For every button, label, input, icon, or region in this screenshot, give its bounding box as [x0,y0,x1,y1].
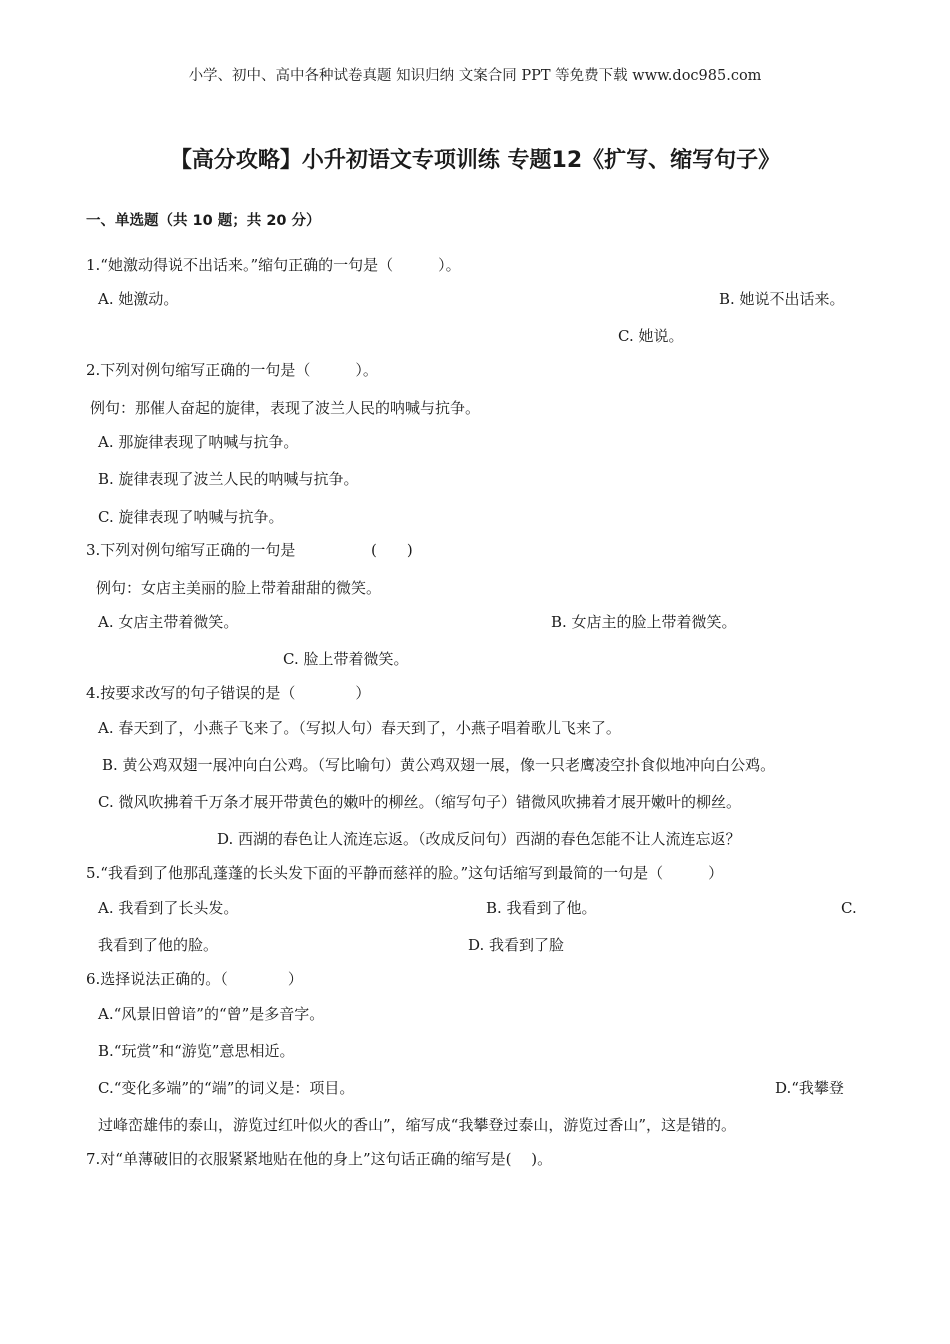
question-6-option-b: B.“玩赏”和“游览”意思相近。 [98,1042,295,1060]
question-4-stem: 4.按要求改写的句子错误的是（ ） [86,684,371,702]
question-1-option-b: B. 她说不出话来。 [719,290,845,308]
question-2-option-b: B. 旋律表现了波兰人民的呐喊与抗争。 [98,470,359,488]
question-2-option-c: C. 旋律表现了呐喊与抗争。 [98,508,284,526]
question-1-option-c: C. 她说。 [618,327,684,345]
question-4-option-d: D. 西湖的春色让人流连忘返。（改成反问句）西湖的春色怎能不让人流连忘返？ [217,830,741,848]
question-1-stem: 1.“她激动得说不出话来。”缩句正确的一句是（ ）。 [86,256,461,274]
question-3-example: 例句：女店主美丽的脸上带着甜甜的微笑。 [96,579,382,597]
question-4-option-a: A. 春天到了，小燕子飞来了。（写拟人句）春天到了，小燕子唱着歌儿飞来了。 [98,719,621,737]
section-heading: 一、单选题（共 10 题；共 20 分） [86,213,321,229]
question-2-stem: 2.下列对例句缩写正确的一句是（ ）。 [86,361,378,379]
question-4-option-b: B. 黄公鸡双翅一展冲向白公鸡。（写比喻句）黄公鸡双翅一展，像一只老鹰凌空扑食似地冲向白公鸡。 [102,756,776,774]
document-title: 【高分攻略】小升初语文专项训练 专题12《扩写、缩写句子》 [169,148,781,173]
question-5-option-c-text: 我看到了他的脸。 [98,936,219,954]
question-6-option-c: C.“变化多端”的“端”的词义是：项目。 [98,1079,355,1097]
question-1-option-a: A. 她激动。 [98,290,179,308]
question-2-example: 例句：那催人奋起的旋律，表现了波兰人民的呐喊与抗争。 [90,399,481,417]
question-6-option-d-continuation: 过峰峦雄伟的泰山，游览过红叶似火的香山”，缩写成“我攀登过泰山，游览过香山”，这是错的。 [98,1116,737,1134]
question-3-option-b: B. 女店主的脸上带着微笑。 [551,613,737,631]
question-6-stem: 6.选择说法正确的。（ ） [86,970,303,988]
question-5-option-c-label: C. [841,899,857,917]
question-6-option-d-label: D.“我攀登 [775,1079,844,1097]
question-5-option-a: A. 我看到了长头发。 [98,899,239,917]
question-5-option-b: B. 我看到了他。 [486,899,597,917]
question-3-answer-blank: ( ) [371,541,413,559]
question-2-option-a: A. 那旋律表现了呐喊与抗争。 [98,433,299,451]
question-4-option-c: C. 微风吹拂着千万条才展开带黄色的嫩叶的柳丝。（缩写句子）错微风吹拂着才展开嫩叶的柳丝。 [98,793,741,811]
page-header: 小学、初中、高中各种试卷真题 知识归纳 文案合同 PPT 等免费下载 www.doc985.com [188,68,762,84]
question-5-stem: 5.“我看到了他那乱蓬蓬的长头发下面的平静而慈祥的脸。”这句话缩写到最简的一句是（ ） [86,864,724,882]
question-3-option-a: A. 女店主带着微笑。 [98,613,239,631]
question-5-option-d: D. 我看到了脸 [468,936,565,954]
question-6-option-a: A.“风景旧曾谙”的“曾”是多音字。 [98,1005,325,1023]
question-7-stem: 7.对“单薄破旧的衣服紧紧地贴在他的身上”这句话正确的缩写是( )。 [86,1150,553,1168]
question-3-stem: 3.下列对例句缩写正确的一句是 [86,541,296,559]
question-3-option-c: C. 脸上带着微笑。 [283,650,409,668]
